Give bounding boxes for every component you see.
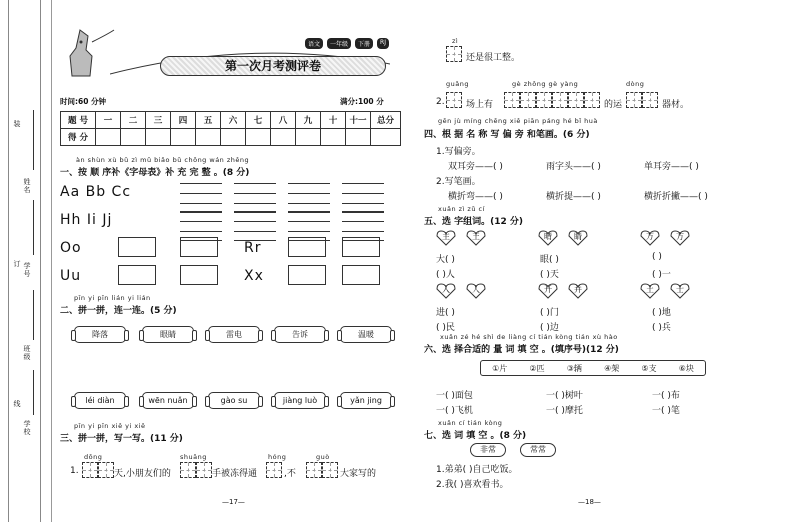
tianzige-box[interactable] — [446, 46, 462, 62]
score-header-cell: 四 — [171, 112, 196, 129]
q5-blank[interactable]: 进( ) — [436, 308, 455, 318]
heart-char[interactable]: 万 — [640, 230, 660, 246]
tianzige-box[interactable] — [98, 462, 114, 478]
tianzige-box[interactable] — [180, 462, 196, 478]
q3-pinyin-word: dòng — [626, 80, 645, 88]
volume-tag: 下册 — [355, 38, 373, 49]
q5-blank[interactable]: ( )人 — [436, 270, 455, 280]
letter-box[interactable] — [118, 237, 156, 257]
q3-pinyin: pīn yi pīn xiě yi xiě — [74, 422, 146, 430]
letters-oo: Oo — [60, 240, 82, 256]
name-field-label: 姓名 — [23, 178, 31, 194]
tianzige-box[interactable] — [196, 462, 212, 478]
word-option[interactable]: 常常 — [520, 443, 556, 457]
tianzige-box[interactable] — [446, 92, 462, 108]
q6-blank[interactable]: 一( )飞机 — [436, 406, 473, 416]
letter-box[interactable] — [118, 265, 156, 285]
word-card[interactable]: 雷电 — [208, 326, 260, 343]
margin-rule — [40, 0, 41, 522]
tianzige-box[interactable] — [584, 92, 600, 108]
student-id-field-label: 学号 — [23, 262, 31, 278]
q5-title: 五、选 字组词。(12 分) — [424, 217, 524, 227]
tianzige-box[interactable] — [306, 462, 322, 478]
writing-grid[interactable] — [288, 183, 330, 213]
tianzige-box[interactable] — [504, 92, 520, 108]
heart-char[interactable]: 人 — [466, 283, 486, 299]
q5-blank[interactable]: ( )地 — [652, 308, 671, 318]
q3-line1-text: 大家写的 — [340, 469, 377, 479]
q3-pinyin-word: gè zhǒng gè yàng — [512, 80, 579, 88]
tianzige-box[interactable] — [552, 92, 568, 108]
q6-option: ④架 — [604, 363, 620, 373]
q7-sentence[interactable]: 2.我( )喜欢看书。 — [436, 480, 509, 490]
q3-pinyin-word: guǎng — [446, 80, 469, 88]
heart-char[interactable]: 入 — [436, 283, 456, 299]
q4-sub1: 1.写偏旁。 — [436, 147, 481, 157]
score-cell[interactable] — [371, 129, 401, 146]
q4-item[interactable]: 横折弯——( ) — [448, 192, 503, 202]
letter-box[interactable] — [288, 237, 326, 257]
pinyin-card[interactable]: wēn nuǎn — [142, 392, 194, 409]
q4-item[interactable]: 双耳旁——( ) — [448, 162, 503, 172]
writing-grid[interactable] — [234, 183, 276, 213]
student-id-field[interactable] — [33, 200, 34, 255]
q4-pinyin: gēn jù míng chēng xiě piān páng hé bǐ huà — [438, 117, 598, 125]
q3-pinyin-word: hóng — [268, 453, 287, 461]
tianzige-box[interactable] — [536, 92, 552, 108]
score-cell[interactable] — [96, 129, 121, 146]
q6-blank[interactable]: 一( )摩托 — [546, 406, 583, 416]
q4-item[interactable]: 横折折撇——( ) — [644, 192, 708, 202]
word-card[interactable]: 眼睛 — [142, 326, 194, 343]
letter-box[interactable] — [180, 237, 218, 257]
score-cell[interactable] — [271, 129, 296, 146]
edition-tag: RJ — [377, 38, 389, 49]
q3-line1-text: 天,小朋友们的 — [114, 469, 171, 479]
binding-mark: 线 — [13, 400, 21, 407]
word-card[interactable]: 告诉 — [274, 326, 326, 343]
q6-blank[interactable]: 一( )树叶 — [546, 391, 583, 401]
q2-title: 二、拼一拼，连一连。(5 分) — [60, 306, 177, 316]
q6-blank[interactable]: 一( )面包 — [436, 391, 473, 401]
score-header-cell: 九 — [296, 112, 321, 129]
q6-title: 六、选 择合适的 量 词 填 空 。(填序号)(12 分) — [424, 345, 619, 355]
q6-option: ②匹 — [529, 363, 545, 373]
tianzige-box[interactable] — [266, 462, 282, 478]
q3-line2-num: 2. — [436, 97, 445, 107]
q4-item[interactable]: 单耳旁——( ) — [644, 162, 699, 172]
writing-grid[interactable] — [342, 183, 384, 213]
pinyin-card[interactable]: yǎn jing — [340, 392, 392, 409]
q3-line2-text: 器材。 — [662, 100, 690, 110]
school-field[interactable] — [33, 370, 34, 415]
pinyin-card[interactable]: jiàng luò — [274, 392, 326, 409]
q6-option: ③辆 — [566, 363, 582, 373]
q3-line1-text: ,不 — [284, 469, 296, 479]
letters-abc: Aa Bb Cc — [60, 184, 132, 200]
binding-mark: 装 — [13, 120, 21, 127]
letter-box[interactable] — [342, 265, 380, 285]
class-field-label: 班级 — [23, 345, 31, 361]
score-table — [60, 111, 401, 146]
grade-tag: 一年级 — [327, 38, 351, 49]
tianzige-box[interactable] — [642, 92, 658, 108]
page-number-right: —18— — [578, 498, 601, 506]
q5-pinyin: xuǎn zì zǔ cí — [438, 205, 485, 213]
heart-char[interactable]: 土 — [640, 283, 660, 299]
margin-rule — [8, 0, 9, 522]
score-cell[interactable] — [346, 129, 371, 146]
tianzige-box[interactable] — [322, 462, 338, 478]
q3-title: 三、拼一拼，写一写。(11 分) — [60, 434, 183, 444]
q3-pinyin-word: guò — [316, 453, 330, 461]
score-cell[interactable] — [196, 129, 221, 146]
q1-title: 一、按 顺 序补《字母表》补 充 完 整 。(8 分) — [60, 168, 250, 178]
word-card[interactable]: 降落 — [74, 326, 126, 343]
heart-char[interactable]: 主 — [436, 230, 456, 246]
tianzige-box[interactable] — [520, 92, 536, 108]
score-value-row — [61, 129, 401, 146]
q2-pinyin: pīn yi pīn lián yi lián — [74, 294, 151, 302]
letter-box[interactable] — [342, 237, 380, 257]
score-cell[interactable] — [221, 129, 246, 146]
q4-item[interactable]: 雨字头——( ) — [546, 162, 601, 172]
letters-xx: Xx — [244, 268, 264, 284]
q3-line2-text: 的运 — [604, 100, 623, 110]
q4-sub2: 2.写笔画。 — [436, 177, 481, 187]
q7-title: 七、选 词 填 空 。(8 分) — [424, 431, 527, 441]
letters-hij: Hh Ii Jj — [60, 212, 113, 228]
score-header-cell: 五 — [196, 112, 221, 129]
q5-blank[interactable]: ( )边 — [540, 323, 559, 333]
full-score: 满分:100 分 — [340, 97, 384, 106]
writing-grid[interactable] — [180, 183, 222, 213]
score-header-cell: 八 — [271, 112, 296, 129]
q6-option: ⑤支 — [641, 363, 657, 373]
score-header-row — [61, 112, 401, 129]
word-option[interactable]: 非常 — [470, 443, 506, 457]
tianzige-box[interactable] — [82, 462, 98, 478]
binding-margin — [0, 0, 52, 522]
score-header-cell: 二 — [121, 112, 146, 129]
q5-blank[interactable]: ( )天 — [540, 270, 559, 280]
pinyin-card[interactable]: gào su — [208, 392, 260, 409]
score-row-label: 得 分 — [61, 129, 96, 146]
q3-pinyin-word: dōng — [84, 453, 103, 461]
q4-item[interactable]: 横折提——( ) — [546, 192, 601, 202]
heart-char[interactable]: 方 — [670, 230, 690, 246]
heart-char[interactable]: 晴 — [538, 230, 558, 246]
q3-line1-num: 1. — [70, 466, 79, 476]
cartoon-mascot-icon — [58, 26, 118, 82]
tianzige-box[interactable] — [568, 92, 584, 108]
q5-blank[interactable]: 大( ) — [436, 255, 455, 265]
q6-blank[interactable]: 一( )笔 — [652, 406, 680, 416]
binding-mark: 订 — [13, 260, 21, 267]
name-field[interactable] — [33, 110, 34, 170]
score-header-cell: 三 — [146, 112, 171, 129]
q5-blank[interactable]: ( )民 — [436, 323, 455, 333]
class-field[interactable] — [33, 290, 34, 340]
q1-pinyin: àn shùn xù bǔ zì mǔ biǎo bǔ chōng wán zhěng — [76, 156, 250, 164]
heart-char[interactable]: 开 — [538, 283, 558, 299]
letter-box[interactable] — [288, 265, 326, 285]
score-header-cell: 一 — [96, 112, 121, 129]
score-header-cell: 十 — [321, 112, 346, 129]
q6-option: ⑥块 — [678, 363, 694, 373]
q5-blank[interactable]: ( )兵 — [652, 323, 671, 333]
q7-pinyin: xuǎn cí tián kòng — [438, 419, 503, 427]
letters-uu: Uu — [60, 268, 82, 284]
score-header-cell: 七 — [246, 112, 271, 129]
q6-options — [480, 360, 706, 376]
page-number-left: —17— — [222, 498, 245, 506]
q3-cont-pinyin: zì — [452, 37, 459, 45]
letter-box[interactable] — [180, 265, 218, 285]
q3-line1-text: 手被冻得通 — [212, 469, 258, 479]
writing-grid[interactable] — [234, 211, 276, 241]
q3-pinyin-word: shuāng — [180, 453, 207, 461]
pinyin-card[interactable]: léi diàn — [74, 392, 126, 409]
score-cell[interactable] — [171, 129, 196, 146]
q3-cont-text: 还是很工整。 — [466, 53, 521, 63]
q3-line2-text: 场上有 — [466, 100, 494, 110]
word-card[interactable]: 温暖 — [340, 326, 392, 343]
score-header-cell: 十一 — [346, 112, 371, 129]
heart-char[interactable]: 并 — [568, 283, 588, 299]
score-cell[interactable] — [246, 129, 271, 146]
q5-blank[interactable]: ( ) — [652, 252, 662, 262]
page-title: 第一次月考测评卷 — [160, 56, 386, 76]
score-header-cell: 六 — [221, 112, 246, 129]
score-cell[interactable] — [321, 129, 346, 146]
tianzige-box[interactable] — [626, 92, 642, 108]
q5-blank[interactable]: ( )一 — [652, 270, 671, 280]
score-header-cell: 题 号 — [61, 112, 96, 129]
subject-tag: 语文 — [305, 38, 323, 49]
letters-rr: Rr — [244, 240, 262, 256]
school-field-label: 学校 — [23, 420, 31, 436]
score-cell[interactable] — [296, 129, 321, 146]
q5-blank[interactable]: ( )门 — [540, 308, 559, 318]
q5-blank[interactable]: 眼( ) — [540, 255, 559, 265]
q6-blank[interactable]: 一( )布 — [652, 391, 680, 401]
exam-time: 时间:60 分钟 — [60, 97, 107, 106]
score-header-cell: 总分 — [371, 112, 401, 129]
q7-sentence[interactable]: 1.弟弟( )自己吃饭。 — [436, 465, 518, 475]
q4-title: 四、根 据 名 称 写 偏 旁 和笔画。(6 分) — [424, 130, 590, 140]
heart-char[interactable]: 王 — [466, 230, 486, 246]
heart-char[interactable]: 睛 — [568, 230, 588, 246]
q6-option: ①片 — [492, 363, 508, 373]
score-cell[interactable] — [146, 129, 171, 146]
score-cell[interactable] — [121, 129, 146, 146]
heart-char[interactable]: 士 — [670, 283, 690, 299]
q6-pinyin: xuǎn zé hé shì de liàng cí tián kòng tián xù hào — [440, 333, 618, 341]
